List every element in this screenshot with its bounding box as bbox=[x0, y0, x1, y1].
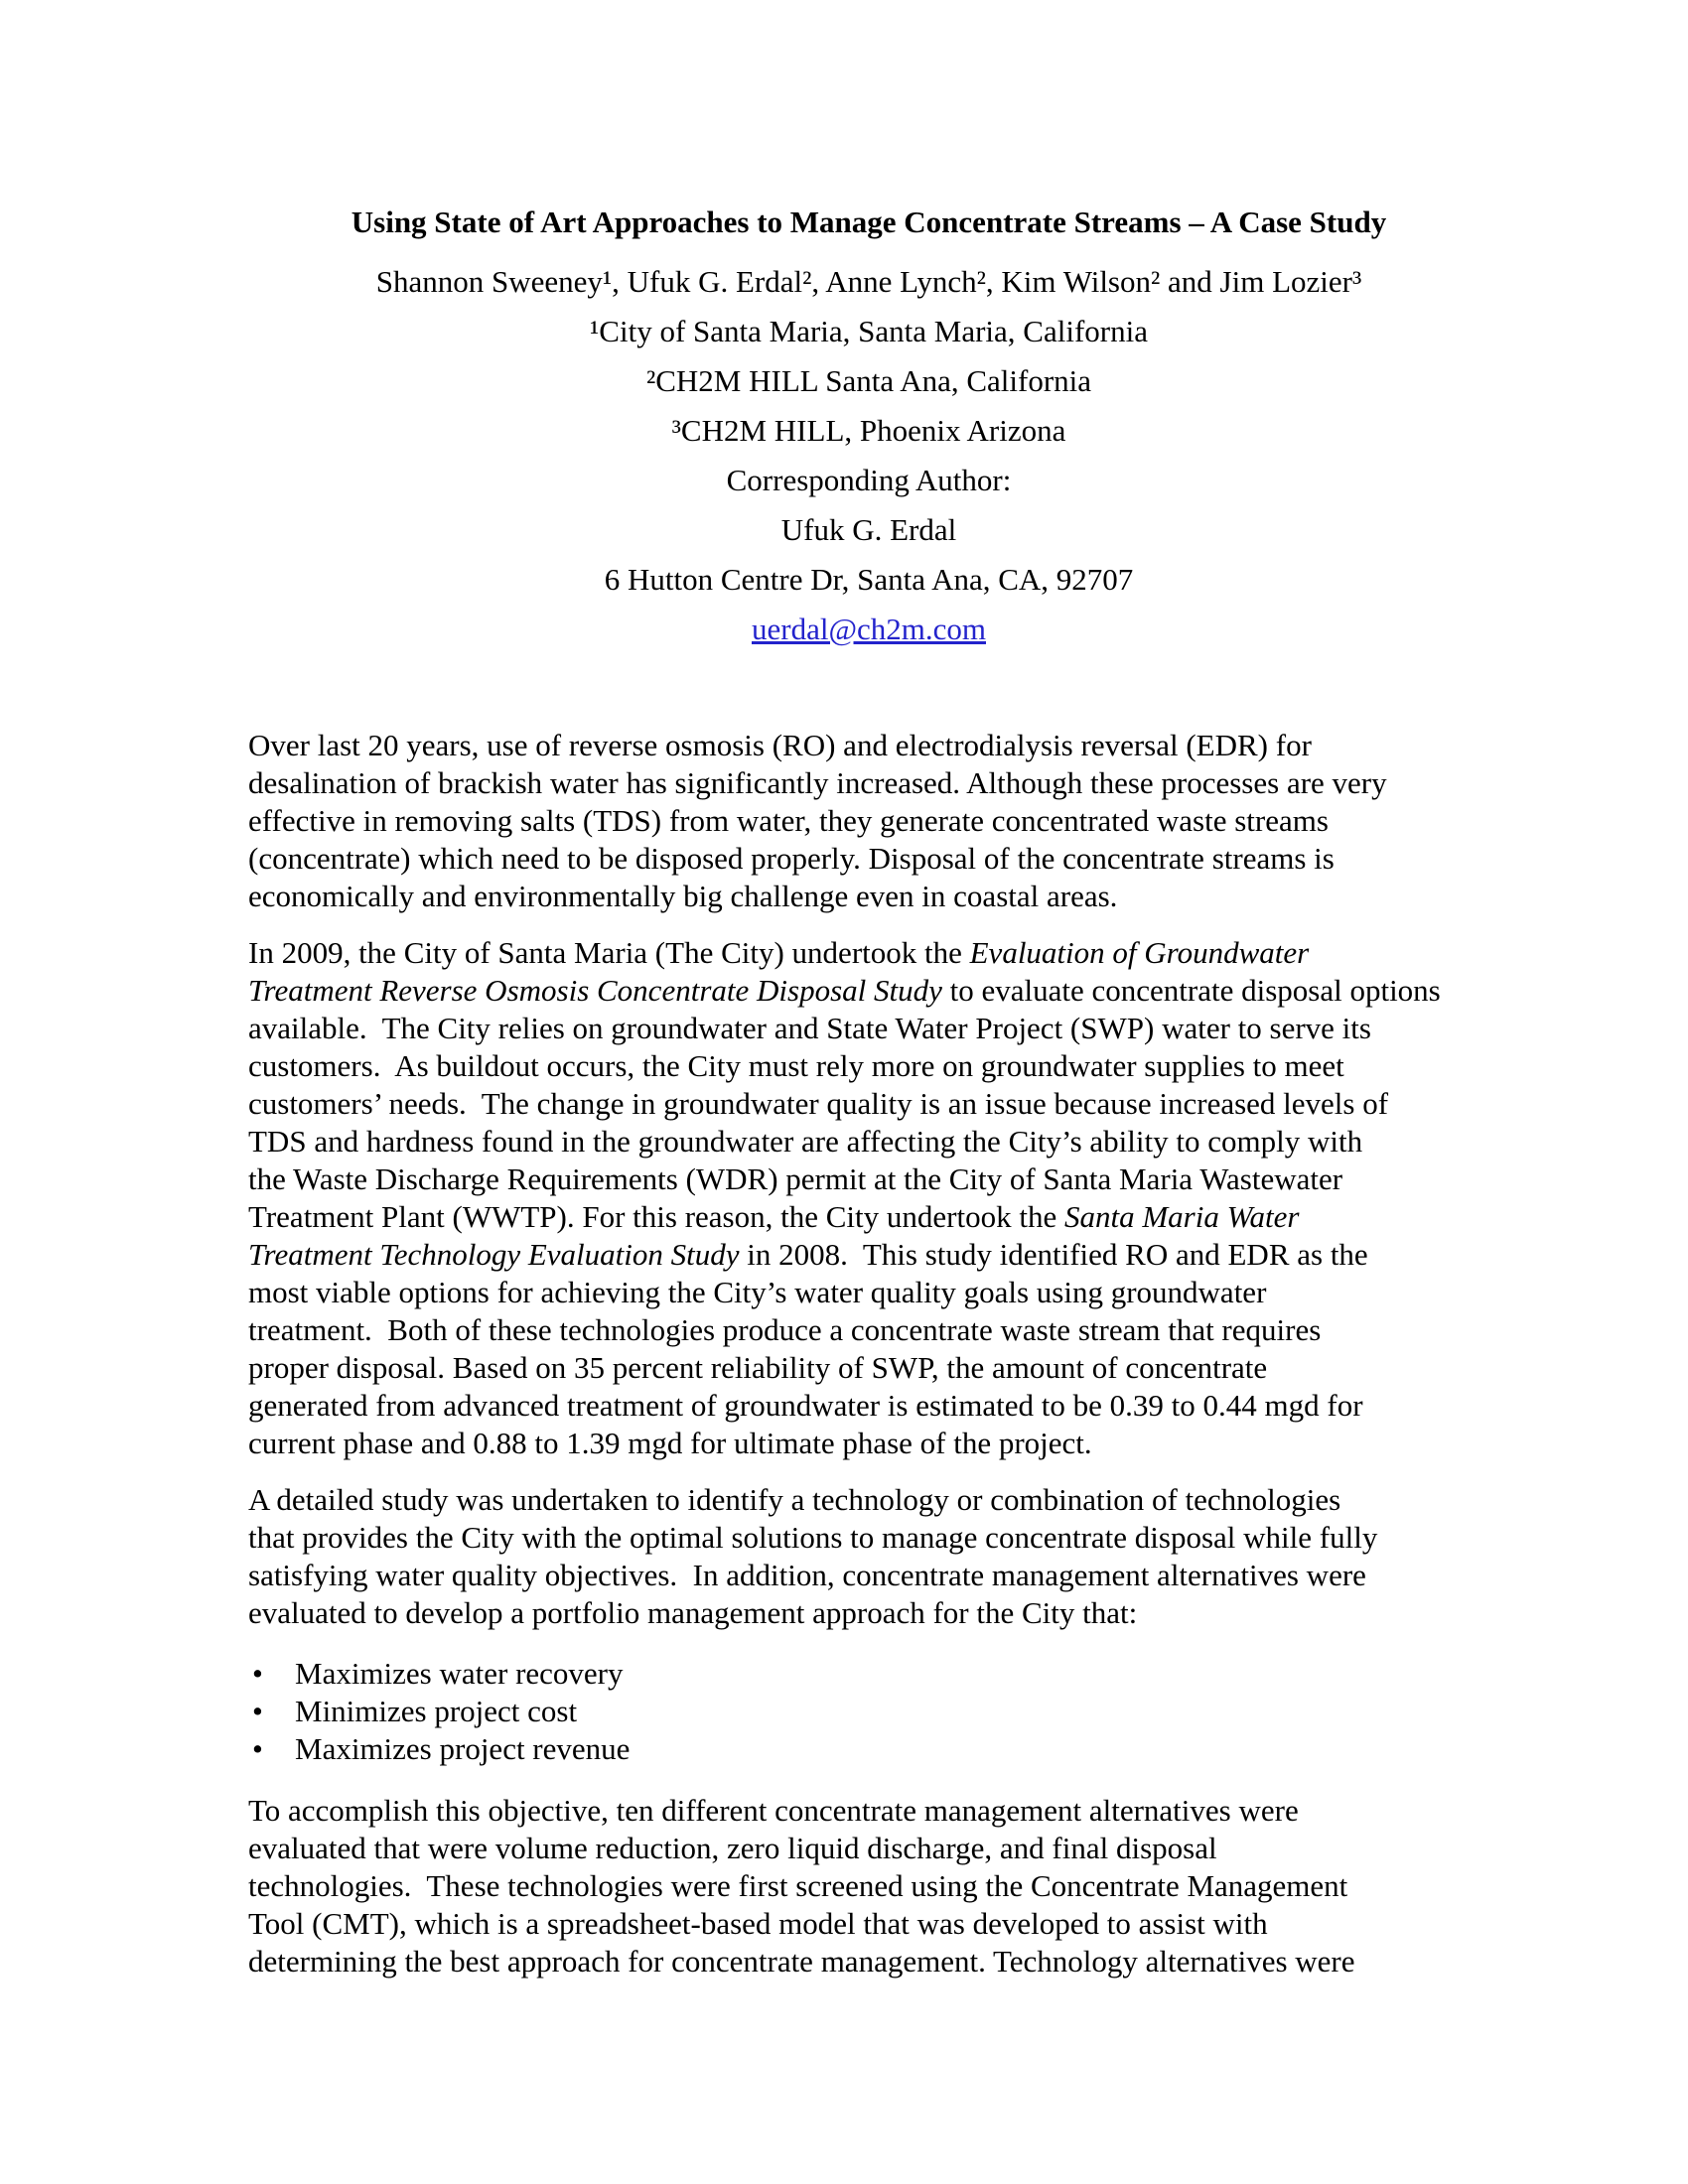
paragraph-line: determining the best approach for concentrate management. Technology alternatives were bbox=[248, 1944, 1355, 1979]
document-header bbox=[248, 204, 1489, 648]
affiliation-2: ²CH2M HILL Santa Ana, California bbox=[645, 363, 1092, 398]
affiliation-3: ³CH2M HILL, Phoenix Arizona bbox=[671, 413, 1066, 448]
paragraph-line: satisfying water quality objectives. In addition, concentrate management alternatives were bbox=[248, 1558, 1366, 1592]
paragraph-line: most viable options for achieving the City’s water quality goals using groundwater bbox=[248, 1275, 1267, 1309]
corresponding-author-label: Corresponding Author: bbox=[726, 463, 1012, 497]
paragraph-line: the Waste Discharge Requirements (WDR) permit at the City of Santa Maria Wastewater bbox=[248, 1161, 1343, 1196]
bullet-item bbox=[248, 1730, 1489, 1768]
bullet-icon: • bbox=[252, 1694, 263, 1728]
authors-line: Shannon Sweeney¹, Ufuk G. Erdal², Anne Lynch², Kim Wilson² and Jim Lozier³ bbox=[375, 264, 1362, 299]
paragraph-line: evaluated to develop a portfolio management approach for the City that: bbox=[248, 1595, 1138, 1630]
paragraph-line: Treatment Plant (WWTP). For this reason, the City undertook the Santa Maria Water bbox=[248, 1199, 1300, 1234]
corresponding-author-name: Ufuk G. Erdal bbox=[780, 512, 957, 547]
paragraph-line: Treatment Reverse Osmosis Concentrate Disposal Study to evaluate concentrate disposal options bbox=[248, 973, 1441, 1008]
paragraph-line: current phase and 0.88 to 1.39 mgd for ultimate phase of the project. bbox=[248, 1426, 1092, 1460]
paragraph-line: proper disposal. Based on 35 percent reliability of SWP, the amount of concentrate bbox=[248, 1350, 1268, 1385]
paragraph-line: In 2009, the City of Santa Maria (The City) undertook the Evaluation of Groundwater bbox=[248, 935, 1310, 970]
paragraph-line: technologies. These technologies were first screened using the Concentrate Management bbox=[248, 1868, 1348, 1903]
paragraph-line: Treatment Technology Evaluation Study in 2008. This study identified RO and EDR as the bbox=[248, 1237, 1368, 1272]
paragraph-line: (concentrate) which need to be disposed properly. Disposal of the concentrate streams is bbox=[248, 841, 1335, 876]
bullet-icon: • bbox=[252, 1656, 263, 1691]
paragraph-line: To accomplish this objective, ten different concentrate management alternatives were bbox=[248, 1793, 1299, 1828]
document-body bbox=[248, 727, 1489, 1980]
bullet-icon: • bbox=[252, 1731, 263, 1766]
paragraph-line: desalination of brackish water has significantly increased. Although these processes are very bbox=[248, 765, 1387, 800]
bullet-label: Maximizes project revenue bbox=[295, 1731, 631, 1766]
paragraph-line: generated from advanced treatment of groundwater is estimated to be 0.39 to 0.44 mgd for bbox=[248, 1388, 1363, 1423]
paragraph-line: customers’ needs. The change in groundwater quality is an issue because increased levels of bbox=[248, 1086, 1389, 1121]
paper-title: Using State of Art Approaches to Manage Concentrate Streams – A Case Study bbox=[351, 205, 1387, 239]
bullet-item bbox=[248, 1693, 1489, 1730]
bullet-item bbox=[248, 1655, 1489, 1693]
bullet-label: Minimizes project cost bbox=[295, 1694, 578, 1728]
paragraph-line: Over last 20 years, use of reverse osmosis (RO) and electrodialysis reversal (EDR) for bbox=[248, 728, 1312, 762]
paragraph-line: Tool (CMT), which is a spreadsheet-based model that was developed to assist with bbox=[248, 1906, 1268, 1941]
paragraph bbox=[248, 1481, 1489, 1632]
email-link[interactable]: uerdal@ch2m.com bbox=[752, 612, 986, 646]
paragraph-line: evaluated that were volume reduction, zero liquid discharge, and final disposal bbox=[248, 1831, 1217, 1865]
email-line bbox=[248, 611, 1489, 648]
corresponding-author-address: 6 Hutton Centre Dr, Santa Ana, CA, 92707 bbox=[604, 562, 1134, 597]
paragraph-line: TDS and hardness found in the groundwater are affecting the City’s ability to comply with bbox=[248, 1124, 1363, 1159]
paragraph bbox=[248, 1792, 1489, 1980]
paragraph-line: effective in removing salts (TDS) from water, they generate concentrated waste streams bbox=[248, 803, 1329, 838]
paragraph bbox=[248, 727, 1489, 915]
paragraph-line: economically and environmentally big challenge even in coastal areas. bbox=[248, 879, 1118, 913]
bullet-label: Maximizes water recovery bbox=[295, 1656, 624, 1691]
paragraph-line: customers. As buildout occurs, the City must rely more on groundwater supplies to meet bbox=[248, 1048, 1344, 1083]
paragraph-line: A detailed study was undertaken to identify a technology or combination of technologies bbox=[248, 1482, 1341, 1517]
affiliation-1: ¹City of Santa Maria, Santa Maria, California bbox=[590, 314, 1148, 348]
paragraph bbox=[248, 934, 1489, 1462]
bullet-list bbox=[248, 1655, 1489, 1768]
paragraph-line: available. The City relies on groundwater and State Water Project (SWP) water to serve its bbox=[248, 1011, 1371, 1045]
paragraph-line: treatment. Both of these technologies produce a concentrate waste stream that requires bbox=[248, 1312, 1322, 1347]
paragraph-line: that provides the City with the optimal solutions to manage concentrate disposal while fully bbox=[248, 1520, 1378, 1555]
